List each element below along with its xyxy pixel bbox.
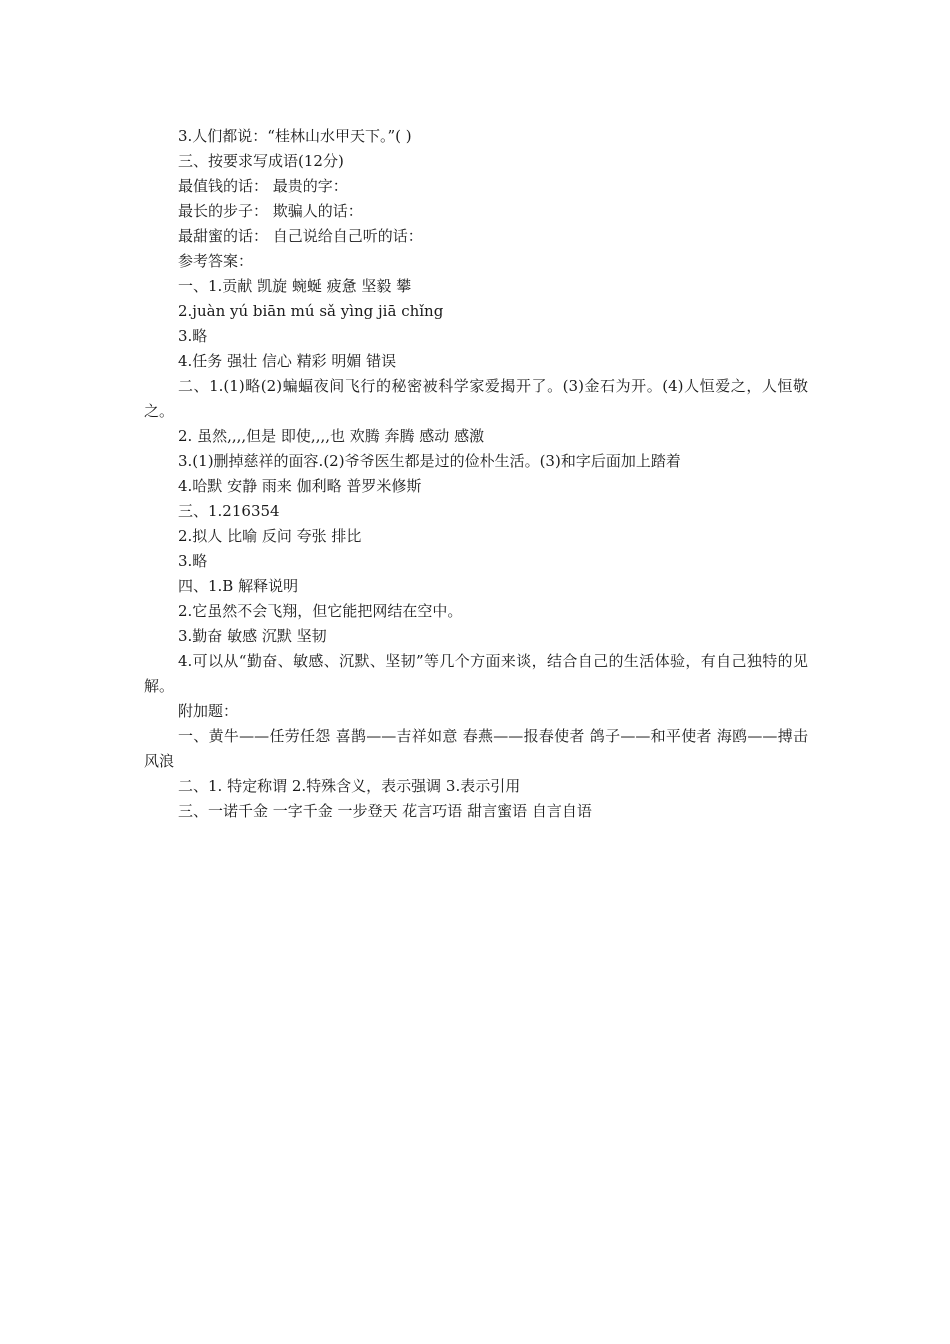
answer-line: 3.勤奋 敏感 沉默 坚韧 xyxy=(178,627,327,645)
answer-line: 一、1.贡献 凯旋 蜿蜒 疲惫 坚毅 攀 xyxy=(178,277,412,295)
answer-line: 四、1.B 解释说明 xyxy=(178,577,299,595)
section-heading: 三、按要求写成语(12分) xyxy=(178,152,344,170)
question-line: 3.人们都说：“桂林山水甲天下。”( ) xyxy=(178,127,412,145)
answers-heading: 参考答案： xyxy=(178,252,254,270)
question-line: 最值钱的话： 最贵的字： xyxy=(178,177,348,195)
question-line: 最长的步子： 欺骗人的话： xyxy=(178,202,363,220)
bonus-heading: 附加题： xyxy=(178,702,239,720)
answer-line: 三、1.216354 xyxy=(178,502,280,520)
answer-line: 3.(1)删掉慈祥的面容.(2)爷爷医生都是过的俭朴生活。(3)和字后面加上踏着 xyxy=(178,452,681,470)
answer-line: 4.任务 强壮 信心 精彩 明媚 错误 xyxy=(178,352,397,370)
answer-line: 2.它虽然不会飞翔，但它能把网结在空中。 xyxy=(178,602,463,620)
answer-line: 2.juàn yú biān mú sǎ yìng jiā chǐng xyxy=(178,302,444,320)
document-body xyxy=(144,124,808,824)
answer-line: 3.略 xyxy=(178,327,208,345)
answer-line: 3.略 xyxy=(178,552,208,570)
answer-line: 三、一诺千金 一字千金 一步登天 花言巧语 甜言蜜语 自言自语 xyxy=(178,802,592,820)
answer-line: 4.哈默 安静 雨来 伽利略 普罗米修斯 xyxy=(178,477,422,495)
answer-line: 4.可以从“勤奋、敏感、沉默、坚韧”等几个方面来谈，结合自己的生活体验，有自己独特的见解。 xyxy=(144,652,808,695)
question-line: 最甜蜜的话： 自己说给自己听的话： xyxy=(178,227,423,245)
answer-line: 一、黄牛——任劳任怨 喜鹊——吉祥如意 春燕——报春使者 鸽子——和平使者 海鸥——搏击风浪 xyxy=(144,727,808,770)
answer-line: 2. 虽然,,,,但是 即使,,,,也 欢腾 奔腾 感动 感激 xyxy=(178,427,485,445)
answer-line: 二、1. 特定称谓 2.特殊含义，表示强调 3.表示引用 xyxy=(178,777,521,795)
answer-line: 2.拟人 比喻 反问 夸张 排比 xyxy=(178,527,362,545)
answer-line: 二、1.(1)略(2)蝙蝠夜间飞行的秘密被科学家爱揭开了。(3)金石为开。(4)人恒爱之，人恒敬之。 xyxy=(144,377,808,420)
